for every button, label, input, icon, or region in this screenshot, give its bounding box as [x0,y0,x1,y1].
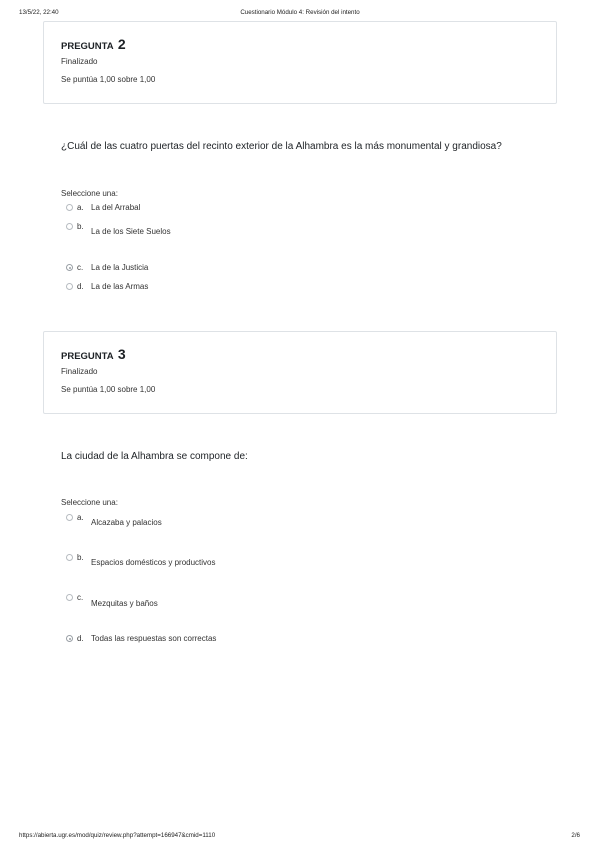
answer-prompt: Seleccione una: [61,498,118,507]
question-text: ¿Cuál de las cuatro puertas del recinto exterior de la Alhambra es la más monumental y grandiosa? [61,141,502,152]
answer-prompt: Seleccione una: [61,189,118,198]
answer-letter: c. [77,593,84,602]
question-text: La ciudad de la Alhambra se compone de: [61,451,248,462]
answer-text: Espacios domésticos y productivos [91,558,216,567]
radio-button[interactable] [66,204,73,211]
answer-letter: b. [77,553,84,562]
answer-letter: c. [77,263,84,272]
answer-letter: d. [77,282,84,291]
question-grade: Se puntúa 1,00 sobre 1,00 [61,385,156,394]
page-number: 2/6 [571,832,580,839]
answer-text: La de la Justicia [91,263,149,272]
print-date: 13/5/22, 22:40 [19,9,59,16]
answer-text: La de los Siete Suelos [91,227,171,236]
question-grade: Se puntúa 1,00 sobre 1,00 [61,75,156,84]
print-title: Cuestionario Módulo 4: Revisión del intento [240,9,360,16]
answer-text: La del Arrabal [91,203,141,212]
question-title [61,346,126,362]
radio-button[interactable] [66,514,73,521]
answer-text: Todas las respuestas son correctas [91,634,217,643]
radio-button[interactable] [66,223,73,230]
radio-button[interactable] [66,594,73,601]
radio-button[interactable] [66,283,73,290]
question-state: Finalizado [61,367,98,376]
radio-button-selected[interactable] [66,264,73,271]
question-info-box [43,21,557,104]
question-label: PREGUNTA [61,41,114,52]
question-number: 3 [117,346,126,362]
question-info-box [43,331,557,414]
radio-button-selected[interactable] [66,635,73,642]
radio-button[interactable] [66,554,73,561]
question-label: PREGUNTA [61,351,114,362]
question-state: Finalizado [61,57,98,66]
print-url: https://abierta.ugr.es/mod/quiz/review.php?attempt=166947&cmid=1110 [19,832,216,839]
question-title [61,36,126,52]
answer-letter: a. [77,513,84,522]
answer-letter: a. [77,203,84,212]
answer-text: Mezquitas y baños [91,599,158,608]
answer-text: Alcazaba y palacios [91,518,162,527]
answer-letter: b. [77,222,84,231]
answer-letter: d. [77,634,84,643]
answer-text: La de las Armas [91,282,149,291]
question-number: 2 [117,36,126,52]
